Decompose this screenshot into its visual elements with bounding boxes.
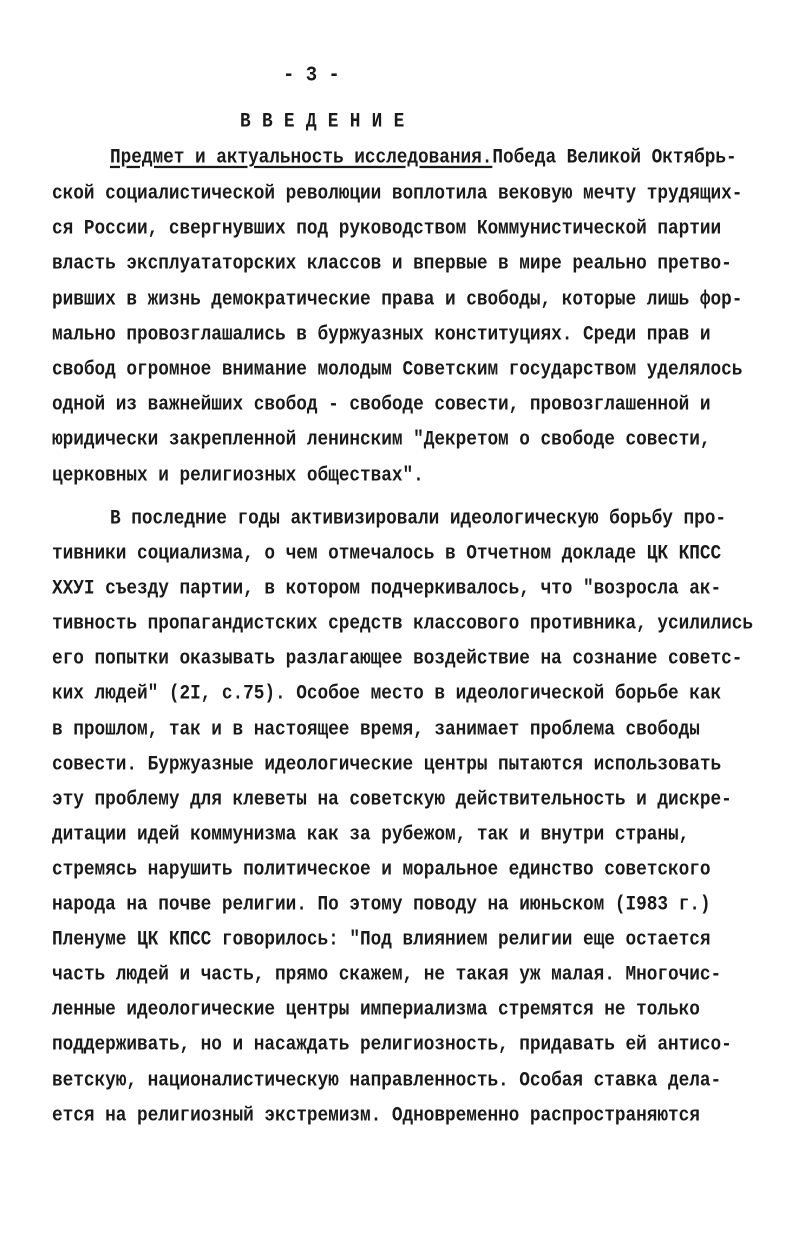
text-line: его попытки оказывать разлагающее воздействие на сознание советс- [52,648,743,671]
text-line: народа на почве религии. По этому поводу на июньском (I983 г.) [52,893,711,917]
text-line: дитации идей коммунизма как за рубежом, так и внутри страны, [52,823,690,846]
underlined-lead: Предмет и актуальность исследования. [110,146,493,170]
text-line: юридически закрепленной ленинским "Декретом о свободе совести, [52,429,711,452]
text-line: поддерживать, но и насаждать религиозность, придавать ей антисо- [52,1034,732,1057]
text-line: Пленуме ЦК КПСС говорилось: "Под влиянием религии еще остается [52,928,711,952]
text-line: ся России, свергнувших под руководством Коммунистической партии [52,217,722,241]
text-line: часть людей и часть, прямо скажем, не такая уж малая. Многочис- [52,963,722,987]
text-line: в прошлом, так и в настоящее время, занимает проблема свободы [52,718,700,741]
text-line: власть эксплуататорских классов и впервые в мире реально претво- [52,253,732,276]
text-line: эту проблему для клеветы на советскую действительность и дискре- [52,788,732,811]
text-line: церковных и религиозных обществах". [52,464,424,487]
text-line: тивники социализма, о чем отмечалось в Отчетном докладе ЦК КПСС [52,542,722,566]
section-heading: В В Е Д Е Н И Е [240,110,405,134]
text-line: ветскую, националистическую направленность. Особая ставка дела- [52,1069,722,1092]
text-line: ленные идеологические центры империализма стремятся не только [52,999,700,1022]
text-line: мально провозглашались в буржуазных конституциях. Среди прав и [52,323,711,346]
text-line: ется на религиозный экстремизм. Одновременно распространяются [52,1104,700,1127]
first-line-text: Победа Великой Октябрь- [492,146,737,170]
text-line: тивность пропагандистских средств классового противника, усилились [52,612,753,636]
text-line: свобод огромное внимание молодым Советским государством уделялось [52,358,743,382]
paragraph-2-first-line: В последние годы активизировали идеологическую борьбу про- [110,507,726,531]
text-line: одной из важнейших свобод - свободе совести, провозглашенной и [52,393,711,417]
text-line: ких людей" (2I, с.75). Особое место в идеологической борьбе как [52,683,722,706]
text-line: ривших в жизнь демократические права и свободы, которые лишь фор- [52,288,743,311]
text-line: ской социалистической революции воплотила вековую мечту трудящих- [52,182,743,206]
paragraph-1-first-line [110,146,737,171]
text-line: стремясь нарушить политическое и моральное единство советского [52,858,711,882]
text-line: ХХУI съезду партии, в котором подчеркивалось, что "возросла ак- [52,577,722,601]
text-line: совести. Буржуазные идеологические центры пытаются использовать [52,753,722,776]
page-number: - 3 - [283,62,340,88]
